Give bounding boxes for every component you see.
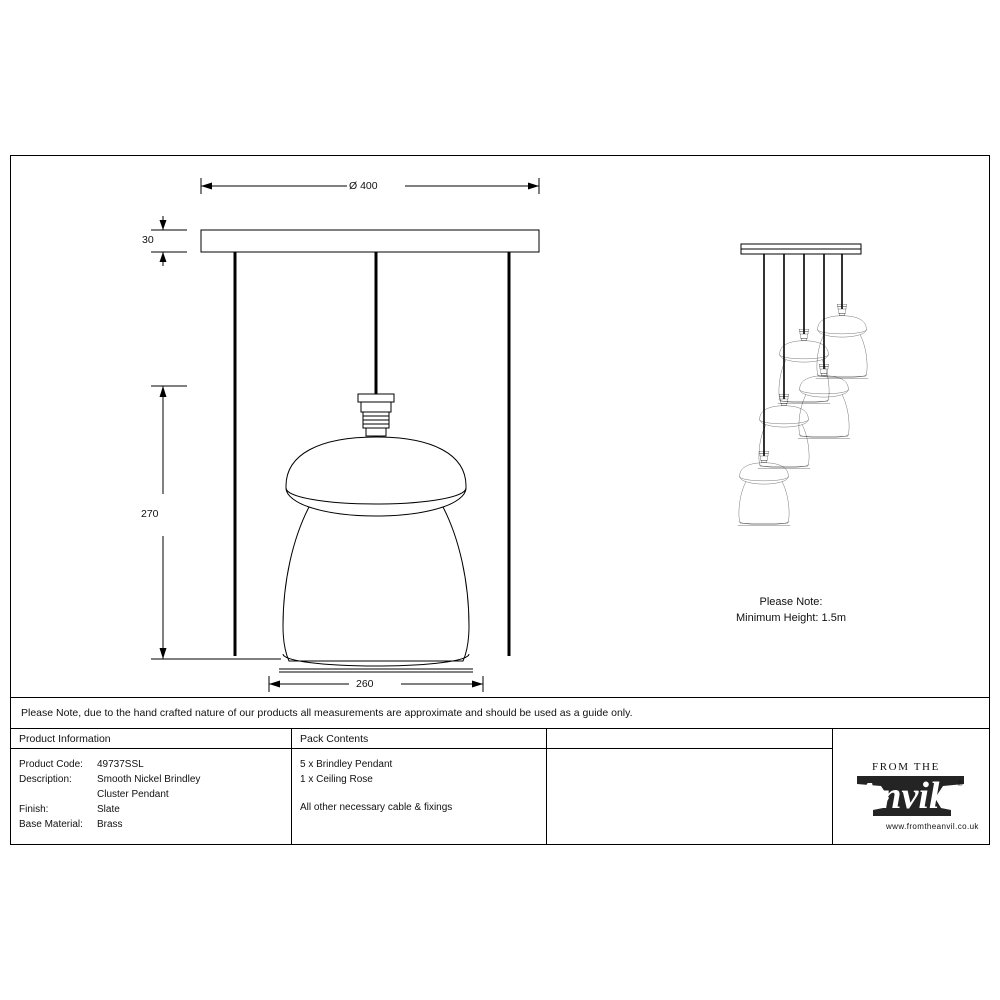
- pack-content-item: 5 x Brindley Pendant: [300, 759, 393, 770]
- from-the-anvil-logo: [839, 736, 982, 839]
- pack-content-item: 1 x Ceiling Rose: [300, 774, 373, 785]
- logo-url-text: www.fromtheanvil.co.uk: [886, 822, 979, 831]
- spec-value: Smooth Nickel Brindley: [97, 774, 201, 785]
- minimum-height-note-line1: Please Note:: [759, 596, 823, 608]
- product-information-body: [11, 749, 291, 832]
- pack-contents-column: [292, 729, 547, 845]
- spec-label: Product Code:: [19, 759, 83, 770]
- pack-contents-body: [292, 749, 546, 815]
- blank-column-heading: [547, 729, 832, 749]
- diameter-dimension-label: Ø 400: [349, 180, 378, 192]
- product-information-heading: Product Information: [11, 729, 291, 749]
- disclaimer-text: Please Note, due to the hand crafted nature of our products all measurements are approximate and should be used as a guide only.: [21, 707, 633, 719]
- drawing-area: [11, 156, 989, 697]
- drop-height-dimension-label: 270: [141, 508, 159, 520]
- minimum-height-note-line2: Minimum Height: 1.5m: [735, 612, 847, 624]
- plate-thickness-dimension-label: 30: [142, 234, 154, 246]
- cluster-arrangement-illustration: [656, 224, 976, 654]
- logo-column: [833, 729, 988, 845]
- blank-column: [547, 729, 833, 845]
- pack-contents-footer: All other necessary cable & fixings: [300, 802, 453, 813]
- spec-row: [19, 757, 283, 772]
- spec-value: 49737SSL: [97, 759, 144, 770]
- info-table: [11, 728, 989, 845]
- logo-top-text: FROM THE: [872, 761, 940, 773]
- logo-registered-mark: ®: [957, 779, 964, 788]
- technical-drawing-sheet: [10, 155, 990, 845]
- spec-row: [19, 787, 283, 802]
- spec-label: Base Material:: [19, 819, 83, 830]
- disclaimer-row: [11, 697, 989, 728]
- logo-brand-text: Anvil: [855, 775, 940, 817]
- spec-label: Finish:: [19, 804, 49, 815]
- pack-contents-heading: Pack Contents: [292, 729, 546, 749]
- spec-row: [19, 817, 283, 832]
- spec-value: Brass: [97, 819, 123, 830]
- spec-value: Slate: [97, 804, 120, 815]
- shade-width-dimension-label: 260: [356, 678, 374, 690]
- spec-label: Description:: [19, 774, 72, 785]
- spec-label: [19, 787, 97, 802]
- spec-row: [19, 772, 283, 787]
- minimum-height-note: [661, 594, 921, 626]
- spec-row: [19, 802, 283, 817]
- spec-value: Cluster Pendant: [97, 789, 169, 800]
- spacer: [300, 787, 538, 800]
- product-information-column: [11, 729, 292, 845]
